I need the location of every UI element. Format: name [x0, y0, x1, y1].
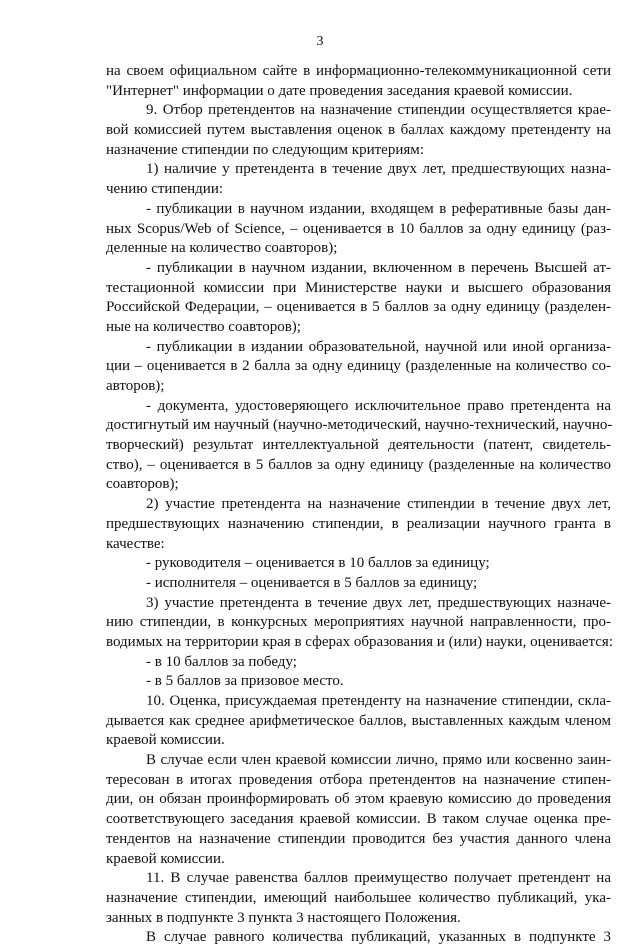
text-line: соавторов); — [106, 476, 179, 493]
text-line: В случае если член краевой комиссии лично, прямо или косвенно заин- — [146, 752, 611, 769]
text-line: краевой комиссии. — [106, 732, 225, 749]
text-line: 11. В случае равенства баллов преимущество получает претендент на — [146, 870, 611, 887]
text-line: тестационной комиссии при Министерстве науки и высшего образования — [106, 279, 611, 296]
text-line: - документа, удостоверяющего исключительное право претендента на — [146, 397, 611, 414]
text-line: ные на количество соавторов); — [106, 318, 301, 335]
text-line: ство), – оценивается в 5 баллов за одну единицу (разделенные на количество — [106, 456, 611, 473]
page-number: 3 — [316, 34, 324, 49]
text-line: нию стипендии, в конкурсных мероприятиях научной направленности, про- — [106, 614, 611, 631]
text-line: - руководителя – оценивается в 10 баллов за единицу; — [146, 555, 490, 572]
text-line: назначение стипендии по следующим критериям: — [106, 141, 424, 158]
text-line: ции – оценивается в 2 балла за одну единицу (разделенные на количество со- — [106, 358, 611, 375]
text-line: 2) участие претендента на назначение стипендии в течение двух лет, — [146, 496, 611, 513]
document-body — [106, 62, 611, 948]
text-line: предшествующих назначению стипендии, в реализации научного гранта в — [106, 515, 611, 532]
text-line: ных Scopus/Web of Science, – оценивается в 10 баллов за одну единицу (раз- — [106, 220, 611, 237]
text-line: 9. Отбор претендентов на назначение стипендии осуществляется крае- — [146, 102, 611, 119]
text-line: авторов); — [106, 378, 165, 394]
text-line: - в 5 баллов за призовое место. — [146, 673, 344, 690]
text-line: 1) наличие у претендента в течение двух лет, предшествующих назна- — [146, 161, 611, 178]
text-line: - публикации в издании образовательной, научной или иной организа- — [146, 338, 611, 355]
text-line: - исполнителя – оценивается в 5 баллов за единицу; — [146, 574, 478, 591]
text-line: 10. Оценка, присуждаемая претенденту на назначение стипендии, скла- — [146, 693, 611, 709]
text-line: достигнутый им научный (научно-методический, научно-технический, научно- — [106, 417, 613, 434]
text-line: творческий) результат интеллектуальной деятельности (патент, свидетель- — [106, 437, 611, 454]
text-line: - публикации в научном издании, входящем в реферативные базы дан- — [146, 200, 611, 217]
text-line: дии, он обязан проинформировать об этом краевую комиссию до проведения — [106, 791, 611, 808]
text-line: вой комиссией путем выставления оценок в баллах каждому претенденту на — [106, 122, 611, 139]
text-line: на своем официальном сайте в информационно-телекоммуникационной сети — [106, 63, 611, 79]
text-line: - публикации в научном издании, включенном в перечень Высшей ат- — [146, 259, 611, 276]
text-line: тересован в итогах проведения отбора претендентов на назначение стипен- — [106, 771, 611, 788]
text-line: 3) участие претендента в течение двух лет, предшествующих назначе- — [146, 594, 611, 611]
text-line: тендентов на назначение стипендии проводится без участия данного члена — [106, 830, 611, 847]
text-line: чению стипендии: — [106, 181, 224, 198]
text-line: "Интернет" информации о дате проведения заседания краевой комиссии. — [106, 82, 573, 99]
text-line: В случае равного количества публикаций, указанных в подпункте 3 — [146, 929, 611, 946]
text-line: занных в подпункте 3 пункта 3 настоящего Положения. — [106, 909, 461, 926]
text-line: Российской Федерации, – оценивается в 5 баллов за одну единицу (разделен- — [106, 299, 611, 316]
text-line: соответствующего заседания краевой комиссии. В таком случае оценка пре- — [106, 811, 611, 828]
text-line: назначение стипендии, имеющий наибольшее количество публикаций, ука- — [106, 889, 611, 906]
text-line: дывается как среднее арифметическое баллов, выставленных каждым членом — [106, 712, 611, 729]
text-line: качестве: — [106, 535, 165, 552]
text-line: деленные на количество соавторов); — [106, 240, 338, 257]
text-line: - в 10 баллов за победу; — [146, 653, 297, 670]
text-line: краевой комиссии. — [106, 850, 225, 867]
text-line: водимых на территории края в сферах образования и (или) науки, оценивается: — [106, 633, 613, 650]
